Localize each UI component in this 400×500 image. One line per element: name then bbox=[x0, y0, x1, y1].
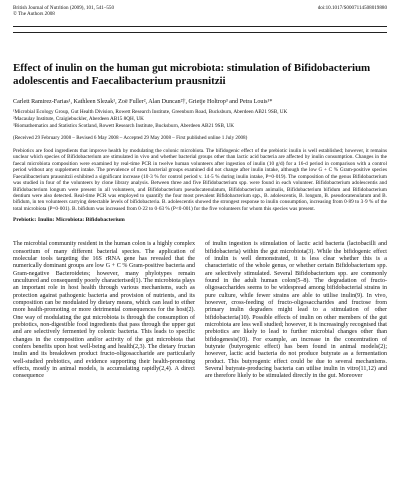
body-column-left bbox=[13, 241, 195, 381]
body-columns bbox=[13, 241, 387, 381]
header-rule-secondary bbox=[13, 32, 387, 33]
body-column-right bbox=[205, 241, 387, 381]
keywords: Prebiotic: Inulin: Microbiota: Bifidobacterium bbox=[13, 217, 125, 224]
body-paragraph: of inulin ingestion is stimulation of lactic acid bacteria (lactobacilli and bifidobacteria) within the gut microbiota(3). While the bifidogenic effect of inulin is well demonstrated, it is less clear whether this is a characteristic of the whole genus, or whether certain Bifidobacterium spp. are selectively stimulated. Several Bifidobacterium spp. are commonly found in the adult human colon(5–8). The degradation of fructo-oligosaccharides seems to be widespread among bifidobacterial strains in pure culture, while fewer strains are able to utilise inulin(9). In vivo, however, cross-feeding of fructo-oligosaccharides and fructose from primary inulin degraders might lead to a stimulation of other bifidobacteria(10). Possible effects of inulin on other members of the gut microbiota are less well studied; however, it is increasingly recognised that prebiotics are likely to lead to further microbial changes other than bifidogenesis(10). For example, an increase in the concentration of butyrate (butyrogenic effect) has been found in animal models(2); however, lactic acid bacteria do not produce butyrate as a fermentation product. This butyrogenic effect could be due to several mechanisms. Several butyrate-producing bacteria can utilise inulin in vitro(11,12) and are therefore likely to be stimulated directly in the gut. Moreover bbox=[205, 241, 387, 380]
affiliation-2: ²Macaulay Institute, Craigiebuckler, Aberdeen AB15 8QH, UK bbox=[13, 116, 144, 123]
affiliation-1: ¹Microbial Ecology Group, Gut Health Division, Rowett Research Institute, Greenburn Road, Bucksburn, Aberdeen AB21 9SB, UK bbox=[13, 109, 288, 116]
journal-header bbox=[13, 5, 387, 18]
affiliations bbox=[13, 109, 387, 129]
abstract: Prebiotics are food ingredients that improve health by modulating the colonic microbiota. The bifidogenic effect of the prebiotic inulin is well established; however, it remains unclear which species of Bifidobacterium are stimulated in vivo and whether bacterial groups other than lactic acid bacteria are affected by inulin consumption. Changes in the faecal microbiota composition were examined by real-time PCR in twelve human volunteers after ingestion of inulin (10 g/d) for a 16-d period in comparison with a control period without any supplement intake. The prevalence of most bacterial groups examined did not change after inulin intake, although the low G + C % Gram-positive species Faecalibacterium prausnitzii exhibited a significant increase (10·3 % for control period v. 14·5 % during inulin intake, P=0·019). The composition of the genus Bifidobacterium was studied in four of the volunteers by clone library analysis. Between three and five Bifidobacterium spp. were found in each volunteer. Bifidobacterium adolescentis and Bifidobacterium longum were present in all volunteers, and Bifidobacterium pseudocatenulatum, Bifidobacterium animalis, Bifidobacterium bifidum and Bifidobacterium dentium were also detected. Real-time PCR was employed to quantify the four most prevalent Bifidobacterium spp., B. adolescentis, B. longum, B. pseudocatenulatum and B. bifidum, in ten volunteers carrying detectable levels of bifidobacteria. B. adolescentis showed the strongest response to inulin consumption, increasing from 0·89 to 3·9 % of the total microbiota (P=0·001). B. bifidum was increased from 0·22 to 0·63 % (P<0·001) for the five volunteers for whom this species was present. bbox=[13, 148, 387, 212]
article-title: Effect of inulin on the human gut microbiota: stimulation of Bifidobacterium adolescentis and Faecalibacterium prausnitzii bbox=[13, 61, 371, 87]
journal-citation: British Journal of Nutrition (2009), 101, 541–550 bbox=[13, 5, 115, 11]
copyright-line: © The Authors 2008 bbox=[13, 11, 55, 18]
header-rule bbox=[13, 26, 387, 27]
author-list: Carlett Ramirez-Farias¹, Kathleen Slezak¹, Zoë Fuller², Alan Duncan²†, Grietje Holtrop³ and Petra Louis¹* bbox=[13, 98, 273, 105]
doi-link[interactable]: doi:10.1017/S0007114508019880 bbox=[317, 5, 387, 11]
affiliation-3: ³Biomathematics and Statistics Scotland, Rowett Research Institute, Bucksburn, Aberdeen AB21 9SB, UK bbox=[13, 122, 234, 129]
body-paragraph: The microbial community resident in the human colon is a highly complex consortium of many different bacterial species. The application of molecular tools targeting the 16S rRNA gene has revealed that the numerically dominant groups are low G + C % Gram-positive bacteria and Gram-negative Bacteroidetes; however, many phylotypes remain uncultured and consequently poorly characterised(1). The microbiota plays an important role in host health through various mechanisms, such as protection against pathogenic bacteria and provision of nutrients, and its composition can be modulated by dietary means, which can lead to either more health-promoting or more detrimental consequences for the host(2). One way of modulating the gut microbiota is through the consumption of prebiotics, non-digestible food ingredients that pass through the upper gut and are selectively fermented by colonic bacteria. This leads to specific changes in the composition and/or activity of the gut microbiota that confers benefits upon host well-being and health(2,3). The dietary fructan inulin and its breakdown product fructo-oligosaccharide are particularly well-studied prebiotics, and evidence supporting their health-promoting effects, mostly in animal models, is accumulating rapidly(2,4). A direct consequence bbox=[13, 241, 195, 380]
received-dates: (Received 29 February 2008 – Revised 6 May 2008 – Accepted 29 May 2008 – First published online 1 July 2008) bbox=[13, 134, 248, 141]
